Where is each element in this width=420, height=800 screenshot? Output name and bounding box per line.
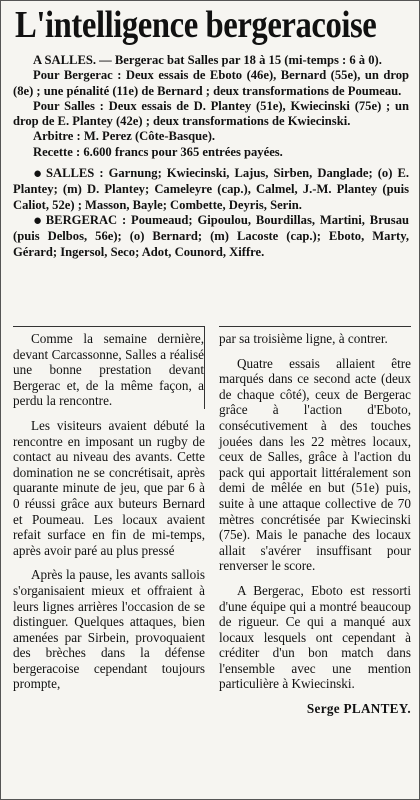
article-paragraph: Comme la semaine dernière, devant Carcassonne, Salles a réalisé une bonne prestation devant Bergerac et, de la même façon, a perdu la rencontre. [13,331,204,409]
article-paragraph: par sa troisième ligne, à contrer. [219,331,388,346]
match-summary [13,53,409,260]
article-intro-box [13,326,205,409]
salles-scoring: Pour Salles : Deux essais de D. Plantey (51e), Kwiecinski (75e) ; un drop de E. Plantey (42e) ; deux transformations de Kwiecinski. [13,98,409,129]
author-signature: Serge PLANTEY. [306,701,411,717]
article-paragraph: A Bergerac, Eboto est ressorti d'une équipe qui a montré beaucoup de rigueur. Ce qui a manqué aux locaux lesquels ont cependant à créditer d'un bon match dans l'ensemble avec une mention particulière à Kwiecinski. [219,582,411,692]
article-paragraph: Quatre essais allaient être marqués dans ce second acte (deux de chaque côté), ceux de Bergerac grâce à l'action d'Eboto, consécutivement à des touches jouées dans les 22 mètres locaux, ceux de Salles, grâce à l'action du pack qui apportait littéralement son demi de mêlée en but (51e) puis, suite à une attaque collective de 70 mètres concrétisée par Kwiecinski (75e). Mais le panache des locaux allait s'avérer insuffisant pour renverser le score. [219,355,411,574]
bullet-icon: ● [33,212,44,229]
article-continuation-box [219,326,411,347]
match-header: A SALLES. — Bergerac bat Salles par 18 à 15 (mi-temps : 6 à 0). [33,53,382,67]
referee: Arbitre : M. Perez (Côte-Basque). [33,129,216,144]
bergerac-scoring: Pour Bergerac : Deux essais de Eboto (46e), Bernard (55e), un drop (8e) ; une pénalité (11e) de Bernard ; deux transformations de Poumeau. [13,68,409,98]
bergerac-lineup-text: BERGERAC : Poumeaud; Gipoulou, Bourdillas, Martini, Brusau (puis Delbos, 56e); (o) Bernard; (m) Lacoste (cap.); Eboto, Marty, Gérard; Ingersol, Seco; Adot, Counord, Xiffre. [13,212,410,259]
bergerac-lineup [13,213,409,260]
headline: L'intelligence bergeracoise [15,4,377,46]
salles-lineup-text: SALLES : Garnung; Kwiecinski, Lajus, Sirben, Danglade; (o) E. Plantey; (m) D. Plantey; Cameleyre (cap.), Calmel, J.-M. Plantey (puis Caliot, 52e) ; Masson, Bayle; Combette, Deyris, Serin. [13,166,409,212]
article-column-right [219,326,411,726]
receipts: Recette : 6.600 francs pour 365 entrées payées. [33,144,283,159]
salles-lineup [13,166,409,213]
article-paragraph: Après la pause, les avants sallois s'organisaient mieux et offraient à leurs lignes arrières l'occasion de se distinguer. Quelques attaques, bien amenées par Sirbein, provoquaient des brèches dans la défense bergeracoise cependant toujours prompte, [13,567,205,692]
article-column-left [13,326,205,701]
bullet-icon: ● [33,166,44,183]
article-paragraph: Les visiteurs avaient débuté la rencontre en imposant un rugby de contact au niveau des avants. Cette domination ne se concrétisait, après quarante minute de jeu, que par 6 à 0 réussi grâce aux buteurs Bernard et Poumeau. Les locaux avaient refait surface en fin de mi-temps, après avoir paré au plus pressé [13,417,205,558]
